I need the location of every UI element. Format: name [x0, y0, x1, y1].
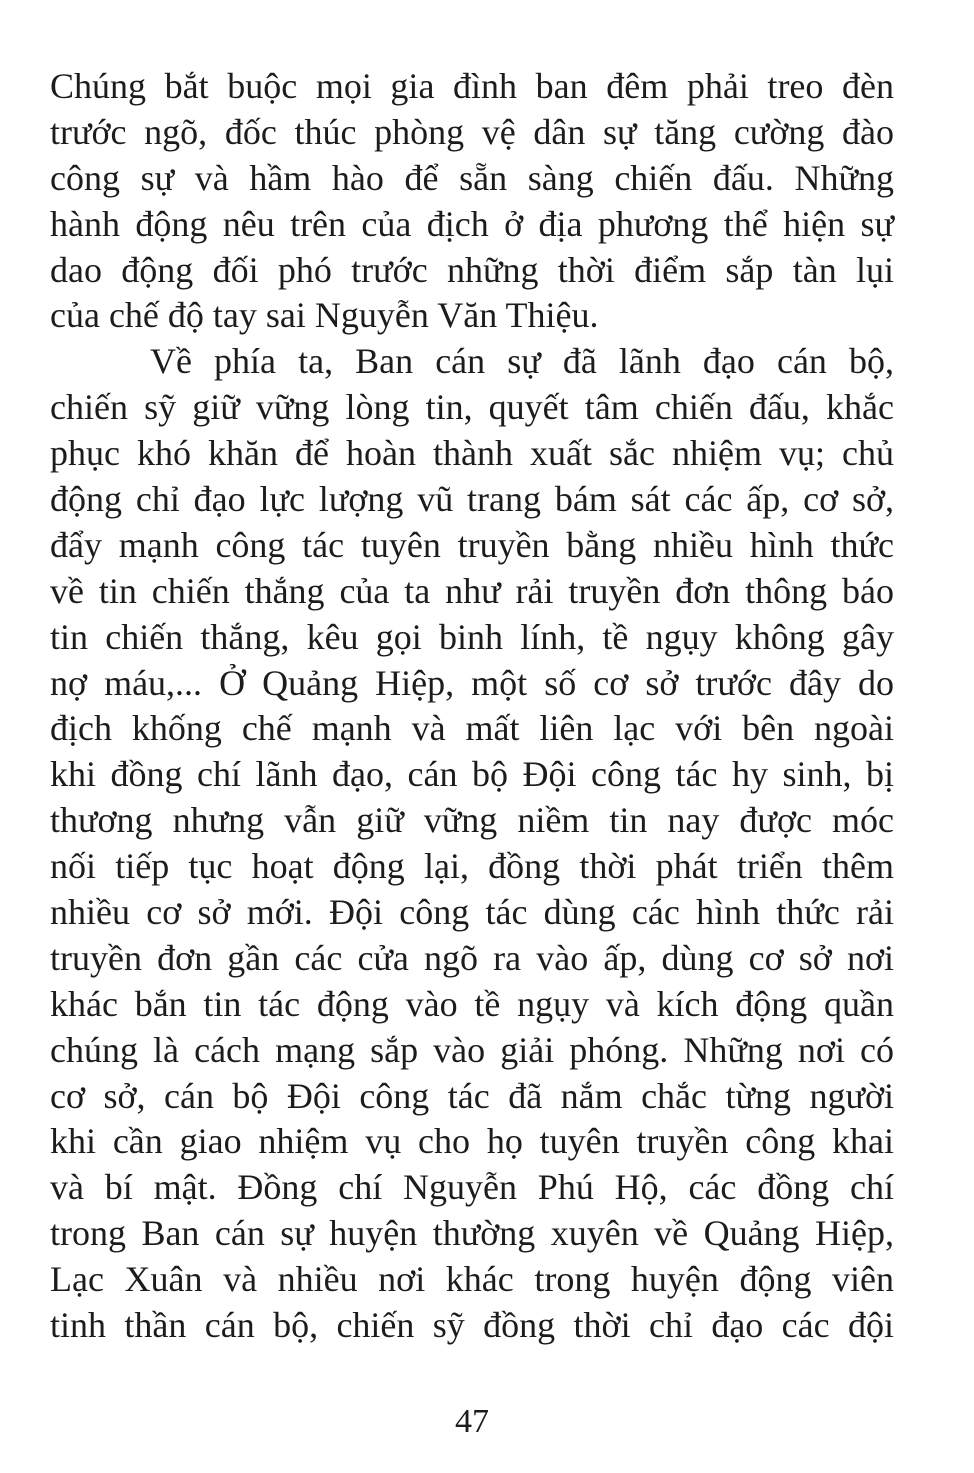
text-line: về tin chiến thắng của ta như rải truyền đơn thông báo	[50, 570, 894, 611]
text-line: trong Ban cán sự huyện thường xuyên về Quảng Hiệp,	[50, 1213, 894, 1254]
paragraph-2	[50, 339, 894, 1349]
text-line: Lạc Xuân và nhiều nơi khác trong huyện động viên	[50, 1259, 894, 1300]
text-line: khác bắn tin tác động vào tề ngụy và kích động quần	[50, 983, 894, 1024]
text-line: Về phía ta, Ban cán sự đã lãnh đạo cán bộ,	[150, 341, 894, 382]
text-line: phục khó khăn để hoàn thành xuất sắc nhiệm vụ; chủ	[50, 433, 894, 474]
text-line: động chỉ đạo lực lượng vũ trang bám sát các ấp, cơ sở,	[50, 479, 894, 520]
text-line: tin chiến thắng, kêu gọi binh lính, tề ngụy không gây	[50, 616, 894, 657]
text-line: truyền đơn gần các cửa ngõ ra vào ấp, dùng cơ sở nơi	[50, 937, 894, 978]
text-line: tinh thần cán bộ, chiến sỹ đồng thời chỉ đạo các đội	[50, 1305, 894, 1346]
text-line: dao động đối phó trước những thời điểm sắp tàn lụi	[50, 249, 894, 290]
text-line: khi cần giao nhiệm vụ cho họ tuyên truyền công khai	[50, 1121, 894, 1162]
text-line: công sự và hầm hào để sẵn sàng chiến đấu. Những	[50, 157, 894, 198]
page-number: 47	[455, 1403, 489, 1440]
text-line: nối tiếp tục hoạt động lại, đồng thời phát triển thêm	[50, 846, 894, 887]
text-line: chiến sỹ giữ vững lòng tin, quyết tâm chiến đấu, khắc	[50, 387, 894, 428]
text-line: nhiều cơ sở mới. Đội công tác dùng các hình thức rải	[50, 892, 894, 933]
text-line: cơ sở, cán bộ Đội công tác đã nắm chắc từng người	[50, 1075, 894, 1116]
text-line: Chúng bắt buộc mọi gia đình ban đêm phải treo đèn	[50, 66, 894, 106]
text-line: nợ máu,... Ở Quảng Hiệp, một số cơ sở trước đây do	[50, 662, 894, 703]
text-line: của chế độ tay sai Nguyễn Văn Thiệu.	[50, 295, 599, 336]
text-line: chúng là cách mạng sắp vào giải phóng. Những nơi có	[50, 1029, 894, 1070]
text-line: khi đồng chí lãnh đạo, cán bộ Đội công tác hy sinh, bị	[50, 754, 894, 795]
text-line: thương nhưng vẫn giữ vững niềm tin nay được móc	[50, 800, 894, 841]
text-line: hành động nêu trên của địch ở địa phương thể hiện sự	[50, 203, 894, 244]
text-line: và bí mật. Đồng chí Nguyễn Phú Hộ, các đồng chí	[50, 1167, 894, 1208]
page-text	[50, 64, 894, 1349]
paragraph-1	[50, 64, 894, 339]
text-line: địch khống chế mạnh và mất liên lạc với bên ngoài	[50, 708, 894, 749]
text-line: trước ngõ, đốc thúc phòng vệ dân sự tăng cường đào	[50, 111, 894, 152]
text-line: đẩy mạnh công tác tuyên truyền bằng nhiều hình thức	[50, 524, 894, 565]
